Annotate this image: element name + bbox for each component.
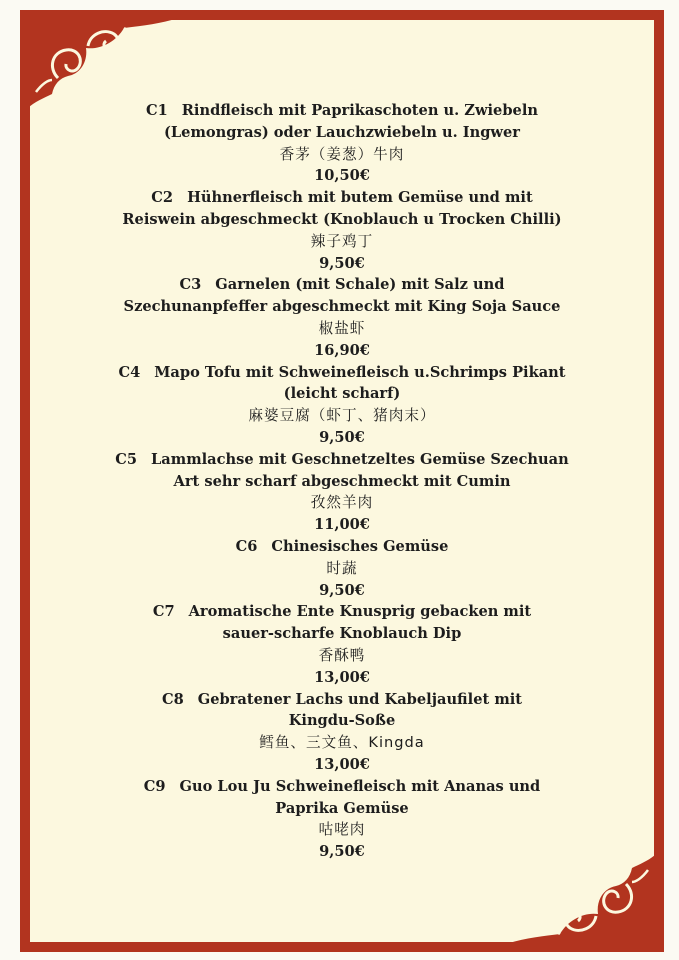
menu-item-c4 (30, 362, 654, 449)
menu-item-c5 (30, 449, 654, 536)
dish-price: 13,00€ (314, 755, 370, 773)
dish-text: Hühnerfleisch mit butem Gemüse und mit (187, 189, 533, 207)
dish-description-line-2: Reiswein abgeschmeckt (Knoblauch u Trocken Chilli) (122, 210, 562, 228)
dish-description-line-2: (leicht scharf) (283, 385, 401, 403)
dish-chinese-name: 椒盐虾 (318, 319, 366, 337)
dish-text: Lammlachse mit Geschnetzeltes Gemüse Szechuan (151, 450, 569, 468)
dish-code: C9 (143, 777, 166, 795)
dish-code: C6 (235, 537, 258, 555)
dish-code: C7 (152, 603, 175, 621)
menu-item-c1 (30, 100, 654, 187)
dish-chinese-name: 辣子鸡丁 (310, 232, 374, 250)
menu-item-c9 (30, 776, 654, 863)
dish-description-line-1 (30, 274, 654, 296)
dish-text: Guo Lou Ju Schweinefleisch mit Ananas und (179, 777, 541, 795)
red-border-frame (20, 10, 664, 952)
dish-chinese-name: 咕咾肉 (318, 821, 366, 839)
dish-chinese-name: 香茅（姜葱）牛肉 (279, 145, 405, 163)
dish-code: C3 (179, 276, 202, 294)
menu-item-c2 (30, 187, 654, 274)
dish-description-line-2: Paprika Gemüse (275, 799, 409, 817)
dish-text: Mapo Tofu mit Schweinefleisch u.Schrimps Pikant (154, 363, 566, 381)
menu-paper (30, 20, 654, 942)
dish-description-line-2: Kingdu-Soße (288, 712, 396, 730)
dish-price: 16,90€ (314, 341, 370, 359)
dish-code: C2 (151, 189, 174, 207)
dish-description-line-1 (30, 100, 654, 122)
menu-item-c3 (30, 274, 654, 361)
dish-description-line-2: sauer-scharfe Knoblauch Dip (222, 625, 462, 643)
menu-item-c7 (30, 601, 654, 688)
dish-price: 13,00€ (314, 668, 370, 686)
dish-description-line-1 (30, 689, 654, 711)
dish-description-line-1 (30, 601, 654, 623)
dish-text: Garnelen (mit Schale) mit Salz und (215, 276, 505, 294)
menu-list (30, 100, 654, 863)
dish-description-line-1 (30, 776, 654, 798)
dish-chinese-name: 麻婆豆腐（虾丁、猪肉末） (248, 407, 436, 425)
dish-description-line-2: Szechunanpfeffer abgeschmeckt mit King Soja Sauce (123, 298, 561, 316)
dish-text: Aromatische Ente Knusprig gebacken mit (188, 603, 532, 621)
dish-chinese-name: 鳕鱼、三文鱼、Kingda (259, 734, 425, 752)
dish-price: 11,00€ (314, 516, 370, 534)
dish-text: Gebratener Lachs und Kabeljaufilet mit (197, 690, 523, 708)
dish-price: 10,50€ (314, 167, 370, 185)
cloud-ornament-top-left (28, 18, 178, 108)
dish-price: 9,50€ (319, 428, 365, 446)
dish-description-line-1 (30, 536, 654, 558)
dish-chinese-name: 时蔬 (326, 559, 358, 577)
dish-chinese-name: 香酥鸭 (318, 646, 366, 664)
dish-description-line-1 (30, 362, 654, 384)
dish-description-line-2: (Lemongras) oder Lauchzwiebeln u. Ingwer (164, 123, 520, 141)
dish-description-line-1 (30, 449, 654, 471)
dish-chinese-name: 孜然羊肉 (310, 494, 374, 512)
dish-price: 9,50€ (319, 581, 365, 599)
cloud-ornament-bottom-right (506, 854, 656, 944)
menu-item-c8 (30, 689, 654, 776)
dish-text: Chinesisches Gemüse (271, 537, 449, 555)
dish-code: C5 (115, 450, 138, 468)
menu-item-c6 (30, 536, 654, 601)
dish-price: 9,50€ (319, 254, 365, 272)
dish-price: 9,50€ (319, 843, 365, 861)
dish-code: C4 (118, 363, 141, 381)
dish-code: C8 (161, 690, 184, 708)
dish-description-line-2: Art sehr scharf abgeschmeckt mit Cumin (173, 472, 511, 490)
dish-description-line-1 (30, 187, 654, 209)
dish-text: Rindfleisch mit Paprikaschoten u. Zwiebeln (181, 102, 538, 119)
dish-code: C1 (146, 102, 168, 119)
